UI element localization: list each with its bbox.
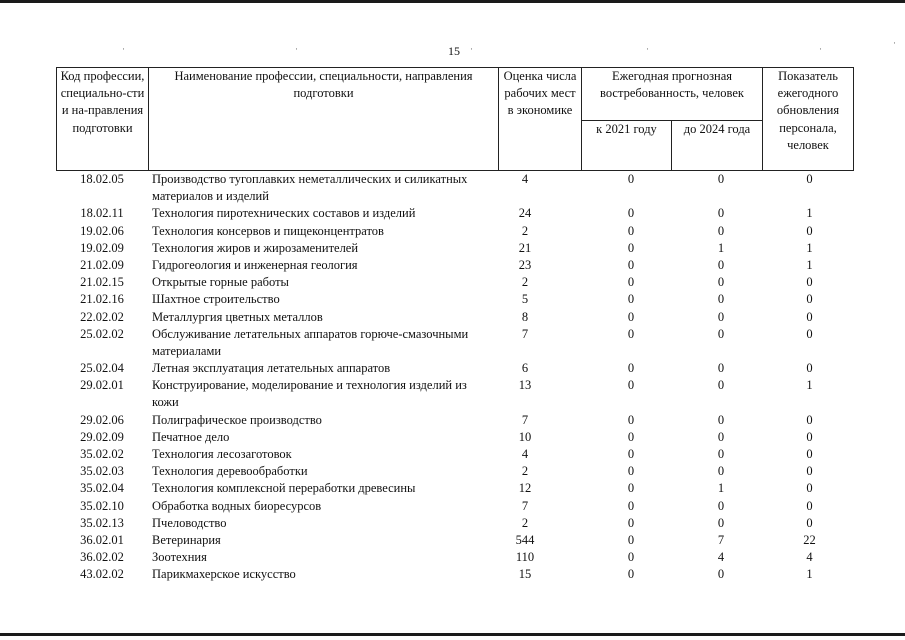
row-code: 29.02.09: [80, 429, 124, 444]
row-demand-2024: 0: [717, 464, 725, 479]
row-demand-2024: 0: [717, 447, 725, 462]
page-number: 15: [448, 44, 460, 58]
row-estimate: 5: [521, 292, 529, 307]
row-demand-2021: 0: [627, 326, 635, 341]
row-code: 22.02.02: [80, 309, 124, 324]
header-name: Наименование профессии, специальности, направления подготовки: [149, 68, 499, 171]
row-renewal: 0: [806, 309, 813, 324]
table-row: [56, 326, 853, 360]
row-name: Пчеловодство: [152, 515, 227, 530]
table-row: [56, 480, 853, 497]
row-code: 19.02.09: [80, 240, 124, 255]
row-renewal: 0: [806, 172, 813, 186]
row-demand-2024: 1: [717, 481, 725, 496]
header-demand: Ежегодная прогнозная востребованность, человек: [582, 68, 763, 121]
row-code: 25.02.02: [80, 326, 124, 341]
row-demand-2021: 0: [627, 378, 635, 393]
row-demand-2024: 0: [717, 275, 725, 290]
row-demand-2021: 0: [627, 412, 635, 427]
row-demand-2021: 0: [627, 223, 635, 238]
row-estimate: 2: [521, 223, 529, 238]
bottom-scan-border: [0, 633, 905, 636]
row-demand-2024: 0: [717, 429, 725, 444]
row-demand-2021: 0: [627, 447, 635, 462]
row-demand-2021: 0: [627, 206, 635, 221]
table-row: [56, 429, 853, 446]
row-code: 21.02.16: [80, 292, 124, 307]
scan-speck: ·: [470, 44, 473, 54]
scan-speck: ·: [122, 44, 125, 54]
row-estimate: 15: [518, 567, 532, 582]
row-code: 43.02.02: [80, 567, 124, 582]
table-row: [56, 360, 853, 377]
row-renewal: 4: [806, 550, 813, 565]
row-name: Печатное дело: [152, 429, 230, 444]
row-renewal: 1: [806, 240, 813, 255]
row-demand-2024: 0: [717, 498, 725, 513]
row-demand-2021: 0: [627, 292, 635, 307]
row-renewal: 1: [806, 378, 813, 393]
row-code: 21.02.15: [80, 275, 124, 290]
row-demand-2021: 0: [627, 429, 635, 444]
row-estimate: 2: [521, 464, 529, 479]
table-header: [56, 67, 854, 171]
row-demand-2024: 0: [717, 378, 725, 393]
row-estimate: 2: [521, 515, 529, 530]
row-demand-2021: 0: [627, 567, 635, 582]
row-name: Гидрогеология и инженерная геология: [152, 257, 358, 272]
row-estimate: 110: [515, 550, 535, 565]
row-code: 35.02.04: [80, 481, 124, 496]
row-name: Технология пиротехнических составов и изделий: [152, 206, 416, 221]
row-code: 18.02.11: [80, 206, 124, 221]
row-name: Ветеринария: [152, 532, 221, 547]
row-name: Зоотехния: [152, 550, 207, 565]
row-estimate: 10: [518, 429, 532, 444]
row-renewal: 0: [806, 412, 813, 427]
row-demand-2021: 0: [627, 515, 635, 530]
row-demand-2021: 0: [627, 550, 635, 565]
row-renewal: 0: [806, 515, 813, 530]
row-demand-2024: 0: [717, 292, 725, 307]
row-demand-2021: 0: [627, 240, 635, 255]
row-demand-2021: 0: [627, 309, 635, 324]
row-estimate: 2: [521, 275, 529, 290]
row-renewal: 1: [806, 206, 813, 221]
row-estimate: 4: [521, 172, 529, 186]
table-row: [56, 309, 853, 326]
row-renewal: 1: [806, 567, 813, 582]
row-renewal: 0: [806, 361, 813, 376]
row-estimate: 8: [521, 309, 529, 324]
scan-speck: ·: [646, 44, 649, 54]
row-code: 36.02.02: [80, 550, 124, 565]
row-estimate: 12: [518, 481, 532, 496]
row-name: Обработка водных биоресурсов: [152, 498, 322, 513]
row-renewal: 0: [806, 464, 813, 479]
table-row: [56, 171, 853, 205]
row-renewal: 1: [806, 257, 813, 272]
row-code: 35.02.03: [80, 464, 124, 479]
table-row: [56, 498, 853, 515]
table-row: [56, 257, 853, 274]
row-demand-2024: 0: [717, 223, 725, 238]
header-demand-2021: к 2021 году: [582, 120, 672, 171]
scan-speck: ·: [893, 38, 896, 48]
row-code: 21.02.09: [80, 257, 124, 272]
header-code: Код профессии, специально-сти и на-правления подготовки: [57, 68, 149, 171]
row-estimate: 21: [518, 240, 532, 255]
scan-speck: ·: [295, 44, 298, 54]
row-name: Производство тугоплавких неметаллических и силикатных материалов и изделий: [152, 172, 468, 204]
row-renewal: 0: [806, 292, 813, 307]
table-row: [56, 291, 853, 308]
table-row: [56, 377, 853, 411]
row-code: 19.02.06: [80, 223, 124, 238]
row-estimate: 7: [521, 326, 529, 341]
row-name: Парикмахерское искусство: [152, 567, 296, 582]
table-row: [56, 515, 853, 532]
row-renewal: 0: [806, 481, 813, 496]
table-row: [56, 566, 853, 583]
table-row: [56, 532, 853, 549]
row-demand-2024: 7: [717, 532, 725, 547]
table-row: [56, 446, 853, 463]
header-estimate: Оценка числа рабочих мест в экономике: [499, 68, 582, 171]
row-name: Технология деревообработки: [152, 464, 308, 479]
table-row: [56, 240, 853, 257]
row-name: Металлургия цветных металлов: [152, 309, 323, 324]
row-estimate: 544: [515, 532, 535, 547]
row-demand-2024: 0: [717, 515, 725, 530]
row-demand-2024: 0: [717, 309, 725, 324]
row-demand-2021: 0: [627, 172, 635, 186]
top-scan-border: [0, 0, 905, 3]
table-row: [56, 274, 853, 291]
row-demand-2024: 0: [717, 172, 725, 186]
row-demand-2021: 0: [627, 275, 635, 290]
row-code: 35.02.10: [80, 498, 124, 513]
row-name: Полиграфическое производство: [152, 412, 322, 427]
row-demand-2024: 0: [717, 326, 725, 341]
row-demand-2021: 0: [627, 257, 635, 272]
row-code: 29.02.01: [80, 378, 124, 393]
row-demand-2024: 4: [717, 550, 725, 565]
row-code: 36.02.01: [80, 532, 124, 547]
row-demand-2021: 0: [627, 498, 635, 513]
row-estimate: 6: [521, 361, 529, 376]
row-demand-2021: 0: [627, 464, 635, 479]
row-code: 35.02.13: [80, 515, 124, 530]
row-name: Открытые горные работы: [152, 275, 289, 290]
row-name: Обслуживание летательных аппаратов горюче-смазочными материалами: [152, 326, 469, 358]
row-renewal: 22: [803, 532, 816, 547]
row-demand-2021: 0: [627, 532, 635, 547]
row-renewal: 0: [806, 275, 813, 290]
row-name: Шахтное строительство: [152, 292, 280, 307]
row-estimate: 4: [521, 447, 529, 462]
row-name: Конструирование, моделирование и технология изделий из кожи: [152, 378, 467, 410]
table-row: [56, 549, 853, 566]
row-code: 29.02.06: [80, 412, 124, 427]
row-renewal: 0: [806, 223, 813, 238]
table-row: [56, 223, 853, 240]
scan-speck: ·: [819, 44, 822, 54]
row-name: Технология лесозаготовок: [152, 447, 292, 462]
table-row: [56, 463, 853, 480]
row-estimate: 24: [518, 206, 532, 221]
row-demand-2024: 0: [717, 206, 725, 221]
row-renewal: 0: [806, 429, 813, 444]
table-body: [56, 171, 853, 584]
row-name: Технология консервов и пищеконцентратов: [152, 223, 384, 238]
row-code: 18.02.05: [80, 172, 124, 186]
row-code: 25.02.04: [80, 361, 124, 376]
row-code: 35.02.02: [80, 447, 124, 462]
row-demand-2021: 0: [627, 481, 635, 496]
row-estimate: 7: [521, 412, 529, 427]
row-renewal: 0: [806, 498, 813, 513]
row-estimate: 23: [518, 257, 532, 272]
row-renewal: 0: [806, 447, 813, 462]
row-demand-2024: 0: [717, 257, 725, 272]
row-demand-2024: 0: [717, 412, 725, 427]
row-name: Технология комплексной переработки древесины: [152, 481, 416, 496]
header-renewal: Показатель ежегодного обновления персонала, человек: [763, 68, 854, 171]
table-row: [56, 412, 853, 429]
row-name: Технология жиров и жирозаменителей: [152, 240, 359, 255]
row-renewal: 0: [806, 326, 813, 341]
row-demand-2024: 0: [717, 361, 725, 376]
row-name: Летная эксплуатация летательных аппаратов: [152, 361, 391, 376]
row-estimate: 13: [518, 378, 532, 393]
row-demand-2024: 0: [717, 567, 725, 582]
row-estimate: 7: [521, 498, 529, 513]
row-demand-2021: 0: [627, 361, 635, 376]
row-demand-2024: 1: [717, 240, 725, 255]
table-row: [56, 205, 853, 222]
header-demand-2024: до 2024 года: [672, 120, 763, 171]
